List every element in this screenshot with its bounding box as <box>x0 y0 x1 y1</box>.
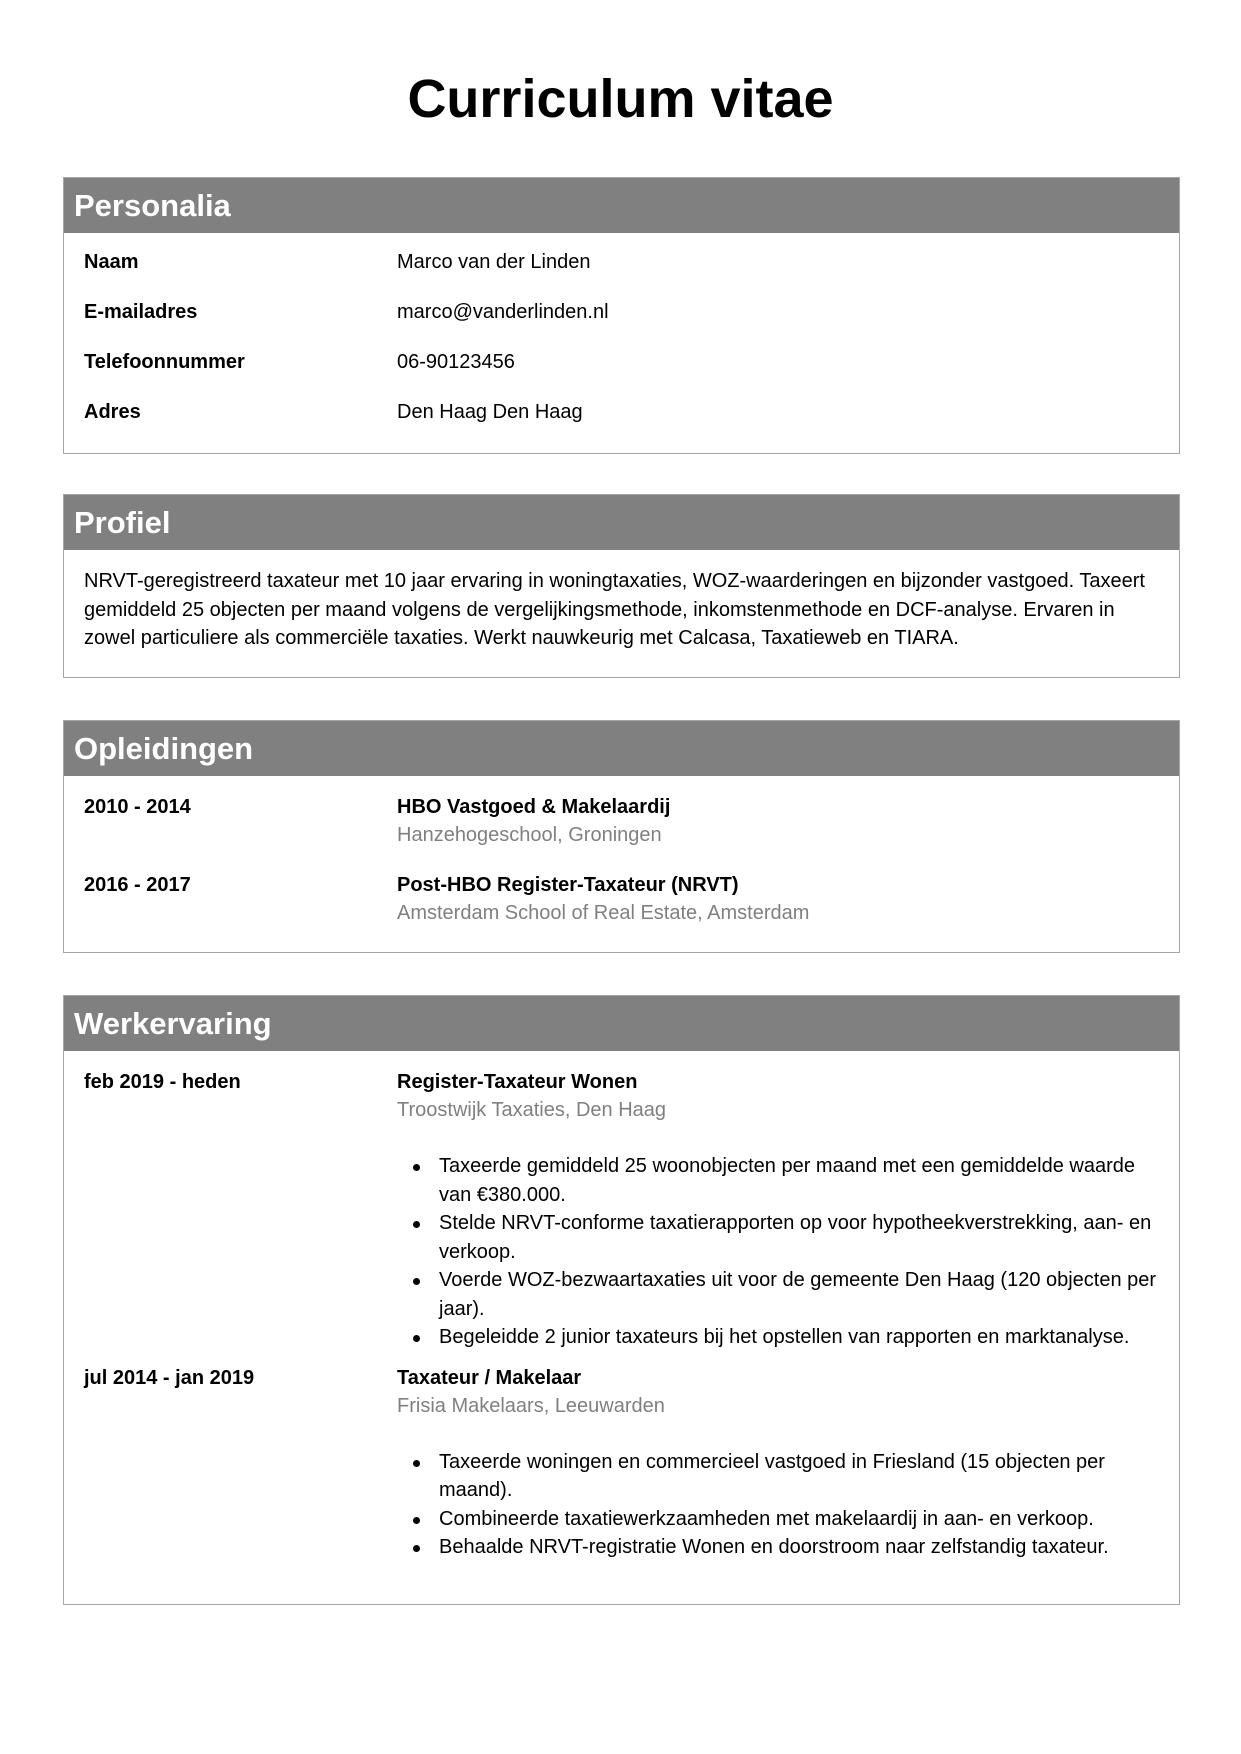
work-employer: Frisia Makelaars, Leeuwarden <box>397 1394 665 1417</box>
work-bullet: Begeleidde 2 junior taxateurs bij het opstellen van rapporten en marktanalyse. <box>397 1323 1159 1352</box>
section-profiel <box>63 494 1180 678</box>
personal-label: Naam <box>84 251 139 273</box>
work-period: feb 2019 - heden <box>84 1071 241 1093</box>
work-bullet-list <box>397 1448 1159 1562</box>
personal-label: E-mailadres <box>84 301 198 323</box>
section-heading-personalia: Personalia <box>64 178 1179 233</box>
personal-row-name <box>84 248 1159 298</box>
profile-text: NRVT-geregistreerd taxateur met 10 jaar ervaring in woningtaxaties, WOZ-waarderingen en bijzonder vastgoed. Taxeert gemiddeld 25 objecten per maand volgens de vergelijkingsmethode, inkomstenmethode en DCF-analyse. Ervaren in zowel particuliere als commerciële taxaties. Werkt nauwkeurig met Calcasa, Taxatieweb en TIARA. <box>84 570 1145 649</box>
education-title: Post-HBO Register-Taxateur (NRVT) <box>397 874 739 896</box>
work-bullet: Behaalde NRVT-registratie Wonen en doorstroom naar zelfstandig taxateur. <box>397 1533 1159 1562</box>
section-heading-werkervaring: Werkervaring <box>64 996 1179 1051</box>
education-entry <box>84 793 1159 871</box>
bullet-dot-icon <box>413 1164 420 1171</box>
work-employer: Troostwijk Taxaties, Den Haag <box>397 1099 667 1121</box>
work-bullet: Voerde WOZ-bezwaartaxaties uit voor de gemeente Den Haag (120 objecten per jaar). <box>397 1266 1159 1323</box>
work-entry <box>84 1068 1159 1364</box>
education-period: 2010 - 2014 <box>84 796 191 818</box>
section-personalia <box>63 177 1180 454</box>
section-heading-profiel: Profiel <box>64 495 1179 550</box>
personal-value: 06-90123456 <box>397 351 515 373</box>
education-institution: Hanzehogeschool, Groningen <box>397 824 662 846</box>
personal-row-email <box>84 298 1159 348</box>
bullet-dot-icon <box>413 1545 420 1552</box>
personal-row-address <box>84 398 1159 448</box>
personal-row-phone <box>84 348 1159 398</box>
bullet-dot-icon <box>413 1221 420 1228</box>
work-bullet: Combineerde taxatiewerkzaamheden met makelaardij in aan- en verkoop. <box>397 1505 1159 1534</box>
personal-value: Den Haag Den Haag <box>397 401 583 423</box>
section-opleidingen <box>63 720 1180 953</box>
work-bullet: Taxeerde gemiddeld 25 woonobjecten per maand met een gemiddelde waarde van €380.000. <box>397 1152 1159 1209</box>
education-period: 2016 - 2017 <box>84 874 191 896</box>
personal-label: Adres <box>84 401 141 423</box>
work-bullet: Stelde NRVT-conforme taxatierapporten op voor hypotheekverstrekking, aan- en verkoop. <box>397 1209 1159 1266</box>
work-title: Register-Taxateur Wonen <box>397 1071 638 1093</box>
personal-value: marco@vanderlinden.nl <box>397 301 609 323</box>
bullet-dot-icon <box>413 1278 420 1285</box>
work-bullet-list <box>397 1152 1159 1352</box>
personal-value: Marco van der Linden <box>397 251 591 273</box>
work-period: jul 2014 - jan 2019 <box>84 1366 255 1389</box>
bullet-dot-icon <box>413 1335 420 1342</box>
bullet-dot-icon <box>413 1460 420 1467</box>
section-heading-opleidingen: Opleidingen <box>64 721 1179 776</box>
education-entry <box>84 871 1159 927</box>
education-title: HBO Vastgoed & Makelaardij <box>397 796 671 818</box>
education-institution: Amsterdam School of Real Estate, Amsterdam <box>397 902 810 924</box>
work-bullet: Taxeerde woningen en commercieel vastgoed in Friesland (15 objecten per maand). <box>397 1448 1159 1505</box>
work-entry <box>84 1364 1159 1562</box>
document-title: Curriculum vitae <box>407 69 834 129</box>
work-title: Taxateur / Makelaar <box>397 1366 582 1389</box>
section-werkervaring <box>63 995 1180 1605</box>
personal-label: Telefoonnummer <box>84 351 245 373</box>
bullet-dot-icon <box>413 1517 420 1524</box>
